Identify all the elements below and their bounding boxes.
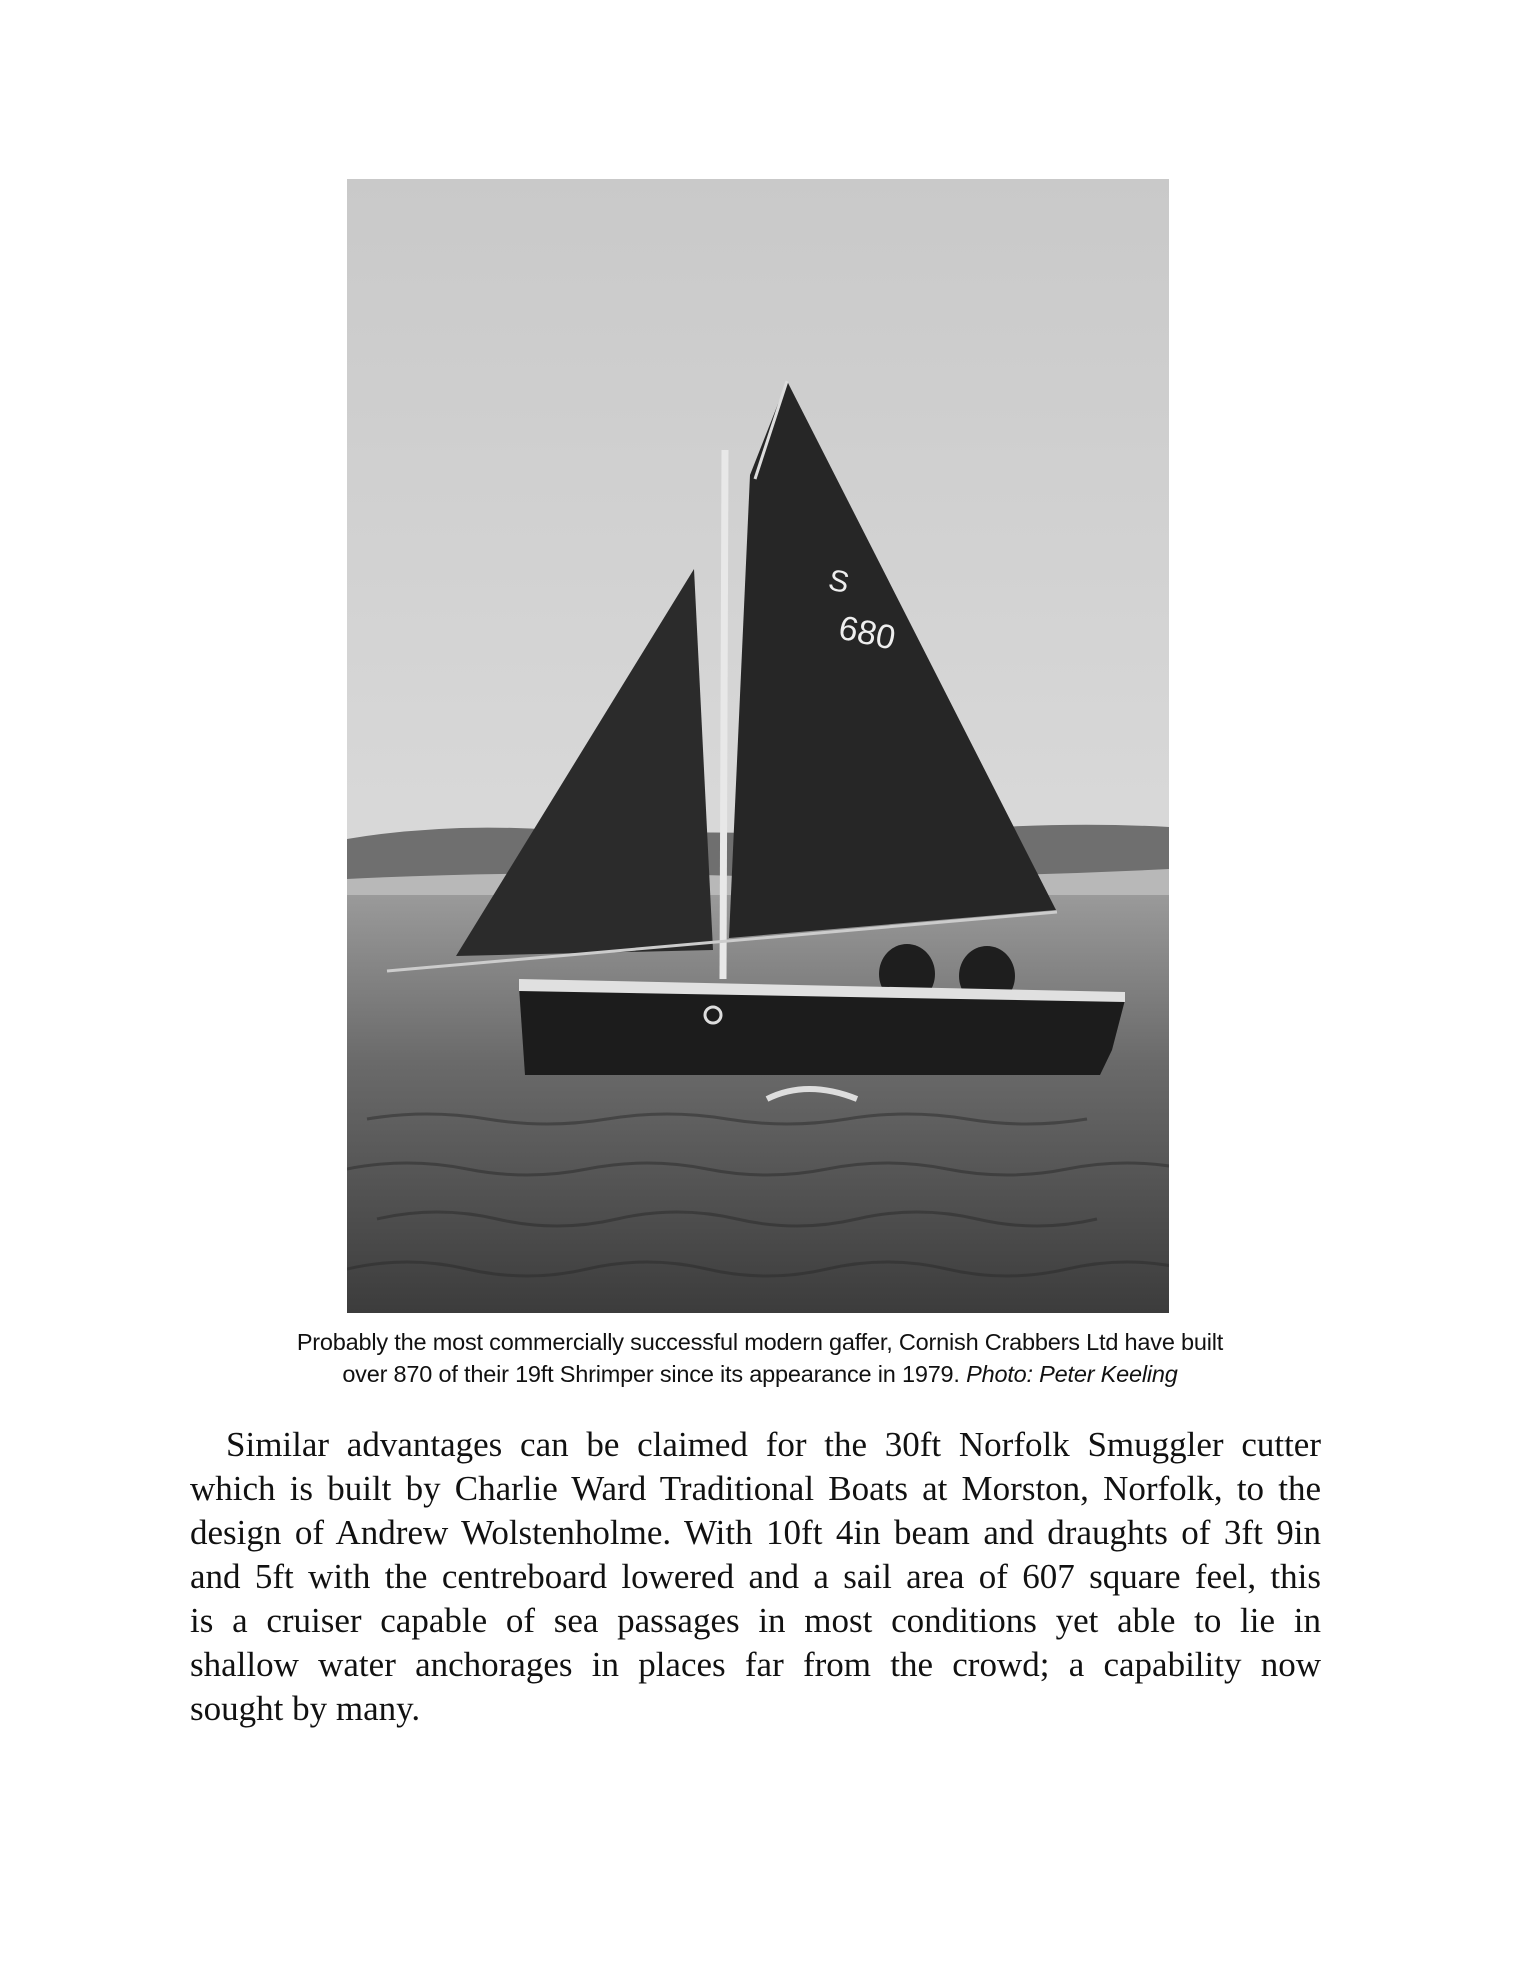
caption-line-2 — [190, 1358, 1330, 1390]
sail-emblem: S — [825, 563, 852, 601]
paragraph-line: Similar advantages can be claimed for the 30ft Norfolk Smuggler cutter — [226, 1425, 1321, 1464]
shrimper-sailboat-image — [347, 179, 1169, 1313]
paragraph-line: design of Andrew Wolstenholme. With 10ft 4in beam and draughts of 3ft 9in — [190, 1513, 1321, 1552]
paragraph-line: shallow water anchorages in places far from the crowd; a capability now — [190, 1645, 1321, 1684]
paragraph-line: which is built by Charlie Ward Traditional Boats at Morston, Norfolk, to the — [190, 1469, 1321, 1508]
paragraph-line: and 5ft with the centreboard lowered and a sail area of 607 square feel, this — [190, 1557, 1321, 1596]
paragraph-line: is a cruiser capable of sea passages in most conditions yet able to lie in — [190, 1601, 1321, 1640]
body-paragraph — [190, 1423, 1321, 1731]
caption-line-1: Probably the most commercially successful modern gaffer, Cornish Crabbers Ltd have built — [296, 1329, 1224, 1355]
paragraph-line: sought by many. — [190, 1689, 421, 1728]
caption-text: over 870 of their 19ft Shrimper since its appearance in 1979. — [342, 1361, 960, 1387]
sail-number: 680 — [835, 608, 899, 658]
photo-caption — [190, 1326, 1330, 1390]
boat-photo — [347, 179, 1169, 1313]
photo-credit: Photo: Peter Keeling — [966, 1361, 1178, 1387]
